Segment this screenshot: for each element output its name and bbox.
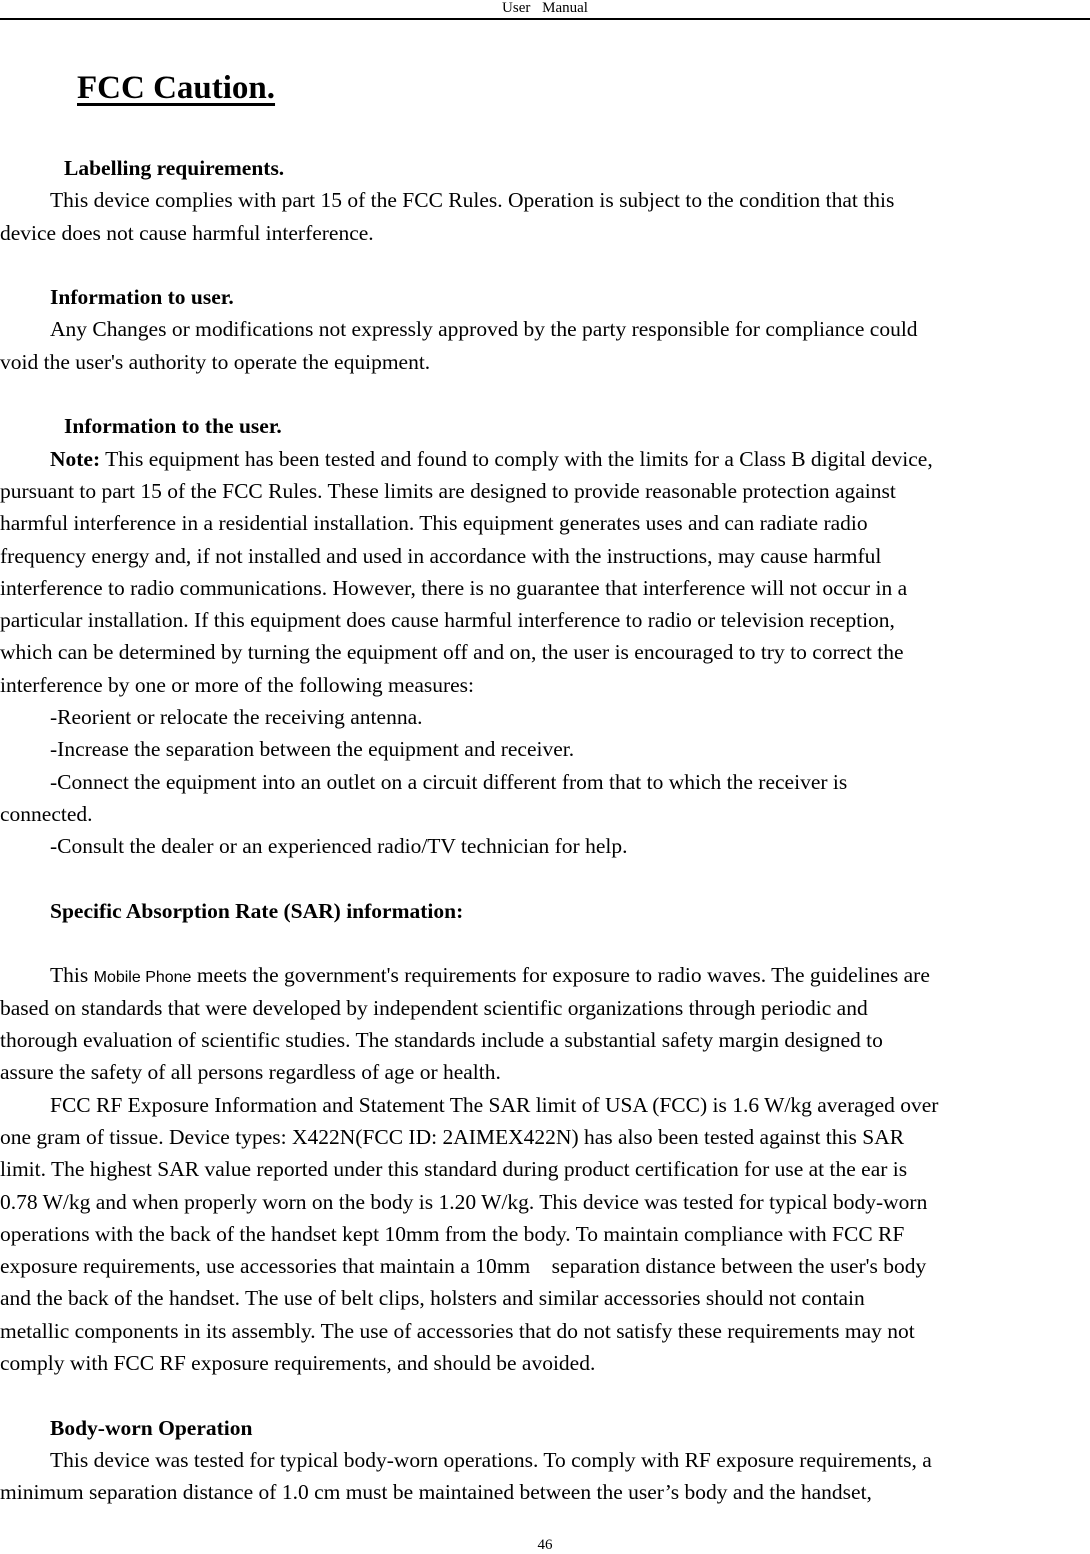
measure-item: -Increase the separation between the equipment and receiver. (50, 737, 575, 762)
note-label: Note: (50, 446, 101, 471)
text-line: operations with the back of the handset kept 10mm from the body. To maintain compliance with FCC RF (0, 1221, 905, 1246)
page-number: 46 (537, 1537, 553, 1553)
text-line: limit. The highest SAR value reported under this standard during product certification for use at the ear is (0, 1157, 908, 1182)
text-line: harmful interference in a residential installation. This equipment generates uses and can radiate radio (0, 511, 868, 536)
header-rule (0, 18, 1090, 20)
text-line: thorough evaluation of scientific studies. The standards include a substantial safety margin designed to (0, 1028, 883, 1053)
text-line: and the back of the handset. The use of belt clips, holsters and similar accessories should not contain (0, 1286, 865, 1311)
sar-text: meets the government's requirements for exposure to radio waves. The guidelines are (191, 963, 930, 988)
text-line: minimum separation distance of 1.0 cm must be maintained between the user’s body and the handset, (0, 1480, 872, 1505)
text-line: frequency energy and, if not installed and used in accordance with the instructions, may cause harmful (0, 543, 882, 568)
running-header: User Manual (502, 0, 588, 16)
blank-line (0, 378, 1090, 410)
measure-item: -Connect the equipment into an outlet on a circuit different from that to which the receiver is (50, 769, 848, 794)
section-heading-body-worn: Body-worn Operation (50, 1415, 253, 1440)
note-text: This equipment has been tested and found to comply with the limits for a Class B digital device, (100, 446, 933, 471)
document-body (0, 152, 1090, 1508)
text-line: interference by one or more of the following measures: (0, 672, 475, 697)
sar-prefix: This (50, 963, 94, 988)
text-line (0, 443, 1090, 475)
section-heading-sar: Specific Absorption Rate (SAR) information: (50, 898, 464, 923)
section-heading-labelling: Labelling requirements. (64, 156, 285, 180)
text-line: device does not cause harmful interference. (0, 220, 374, 245)
text-line: one gram of tissue. Device types: X422N(FCC ID: 2AIMEX422N) has also been tested against this SAR (0, 1124, 905, 1149)
text-line (0, 959, 1090, 991)
text-line: connected. (0, 801, 93, 826)
text-line: This device was tested for typical body-worn operations. To comply with RF exposure requirements, a (50, 1447, 932, 1472)
text-line: FCC RF Exposure Information and Statement The SAR limit of USA (FCC) is 1.6 W/kg averaged over (50, 1092, 939, 1117)
text-line: particular installation. If this equipment does cause harmful interference to radio or television reception, (0, 608, 895, 633)
text-line: void the user's authority to operate the equipment. (0, 349, 431, 374)
blank-line (0, 1379, 1090, 1411)
blank-line (0, 927, 1090, 959)
page-title: FCC Caution. (77, 70, 276, 106)
measure-item: -Reorient or relocate the receiving antenna. (50, 705, 423, 730)
section-heading-info-user: Information to user. (50, 285, 234, 310)
text-line: assure the safety of all persons regardless of age or health. (0, 1060, 501, 1085)
section-heading-info-the-user: Information to the user. (64, 414, 282, 439)
text-line: pursuant to part 15 of the FCC Rules. These limits are designed to provide reasonable protection against (0, 478, 896, 503)
product-name: Mobile Phone (93, 969, 192, 987)
measure-item: -Consult the dealer or an experienced radio/TV technician for help. (50, 834, 628, 859)
text-line: which can be determined by turning the equipment off and on, the user is encouraged to try to correct the (0, 640, 904, 665)
text-line: exposure requirements, use accessories that maintain a 10mm separation distance between the user's body (0, 1254, 927, 1279)
text-line: based on standards that were developed by independent scientific organizations through periodic and (0, 995, 868, 1020)
blank-line (0, 863, 1090, 895)
text-line: interference to radio communications. However, there is no guarantee that interference will not occur in a (0, 575, 908, 600)
blank-line (0, 249, 1090, 281)
text-line: Any Changes or modifications not expressly approved by the party responsible for compliance could (50, 317, 918, 342)
text-line: 0.78 W/kg and when properly worn on the body is 1.20 W/kg. This device was tested for typical body-worn (0, 1189, 928, 1214)
text-line: metallic components in its assembly. The use of accessories that do not satisfy these requirements may not (0, 1318, 915, 1343)
text-line: comply with FCC RF exposure requirements, and should be avoided. (0, 1350, 596, 1375)
text-line: This device complies with part 15 of the FCC Rules. Operation is subject to the condition that this (50, 188, 895, 213)
